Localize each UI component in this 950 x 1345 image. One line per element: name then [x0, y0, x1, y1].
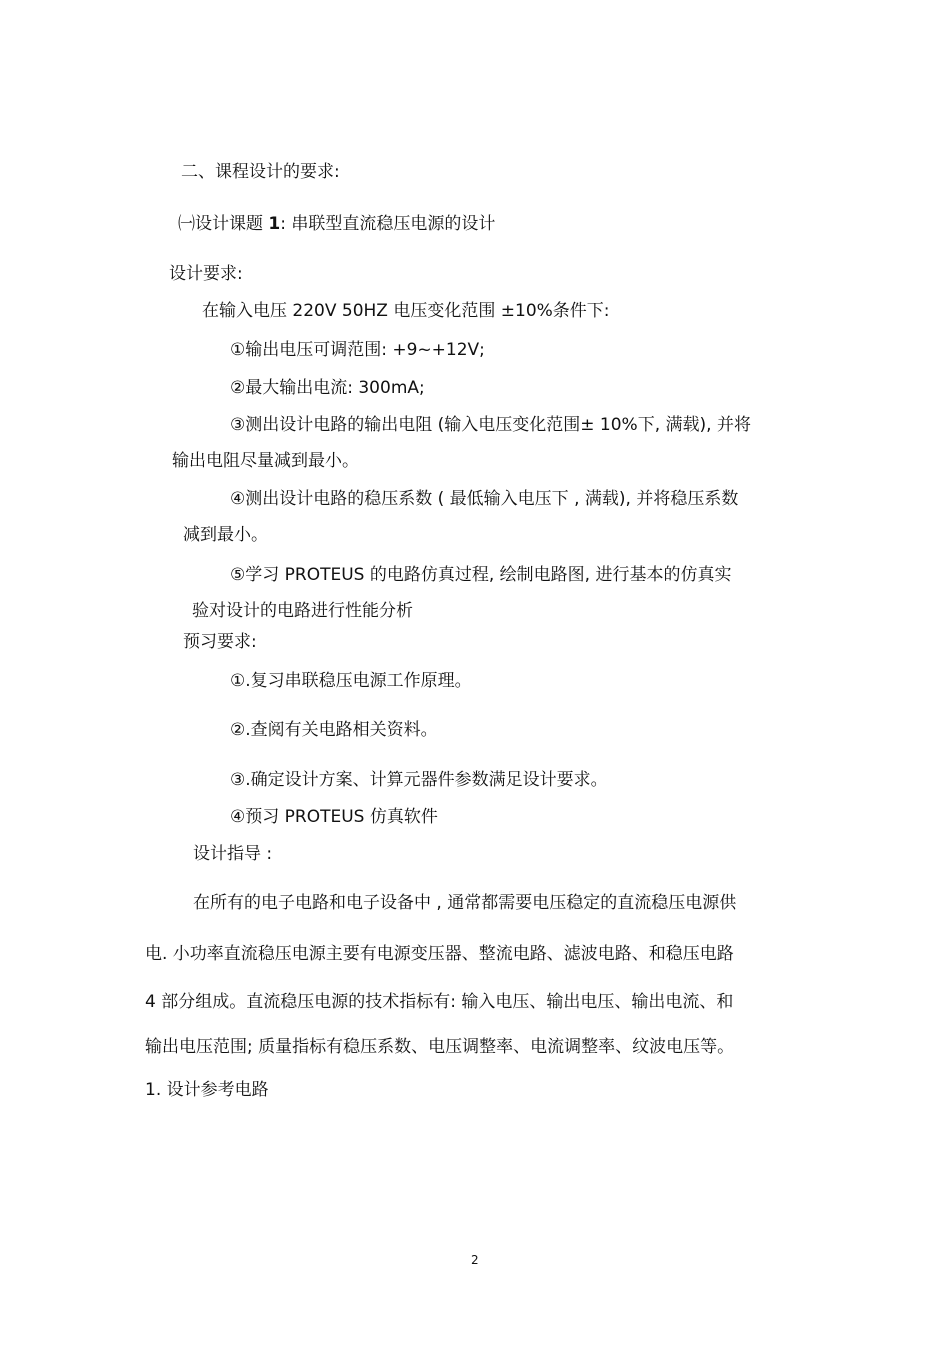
preview-item: ②.查阅有关电路相关资料。 [230, 720, 438, 740]
preview-item: ③.确定设计方案、计算元器件参数满足设计要求。 [230, 770, 608, 790]
requirement-item: ⑤学习 PROTEUS 的电路仿真过程, 绘制电路图, 进行基本的仿真实 [230, 565, 732, 585]
design-requirements-label: 设计要求: [169, 264, 243, 284]
guidance-paragraph-line: 4 部分组成。直流稳压电源的技术指标有: 输入电压、输出电压、输出电流、和 [145, 992, 734, 1012]
requirement-item-continued: 减到最小。 [183, 525, 268, 545]
guidance-paragraph-line: 输出电压范围; 质量指标有稳压系数、电压调整率、电流调整率、纹波电压等。 [145, 1037, 735, 1057]
requirement-item: ①输出电压可调范围: +9~+12V; [230, 340, 485, 360]
requirement-item: ②最大输出电流: 300mA; [230, 378, 425, 398]
design-guidance-label: 设计指导 : [193, 844, 273, 864]
preview-requirements-label: 预习要求: [183, 632, 257, 652]
requirement-item-continued: 输出电阻尽量减到最小。 [172, 451, 359, 471]
requirement-item: ③测出设计电路的输出电阻 (输入电压变化范围± 10%下, 满载), 并将 [230, 415, 751, 435]
section-heading: 二、课程设计的要求: [181, 162, 340, 182]
topic-prefix: ㈠设计课题 [178, 214, 263, 234]
topic-title: : 串联型直流稳压电源的设计 [280, 214, 496, 234]
preview-item: ④预习 PROTEUS 仿真软件 [230, 807, 438, 827]
guidance-paragraph-line: 电. 小功率直流稳压电源主要有电源变压器、整流电路、滤波电路、和稳压电路 [145, 944, 734, 964]
page-number: 2 [471, 1253, 479, 1267]
requirement-item: ④测出设计电路的稳压系数 ( 最低输入电压下 , 满载), 并将稳压系数 [230, 489, 739, 509]
guidance-paragraph-line: 在所有的电子电路和电子设备中 , 通常都需要电压稳定的直流稳压电源供 [193, 893, 737, 913]
topic-number: 1 [268, 214, 281, 234]
preview-item: ①.复习串联稳压电源工作原理。 [230, 671, 472, 691]
design-condition: 在输入电压 220V 50HZ 电压变化范围 ±10%条件下: [202, 301, 610, 321]
topic-line [178, 213, 495, 235]
subsection-heading: 1. 设计参考电路 [145, 1080, 269, 1100]
requirement-item-continued: 验对设计的电路进行性能分析 [192, 601, 413, 621]
